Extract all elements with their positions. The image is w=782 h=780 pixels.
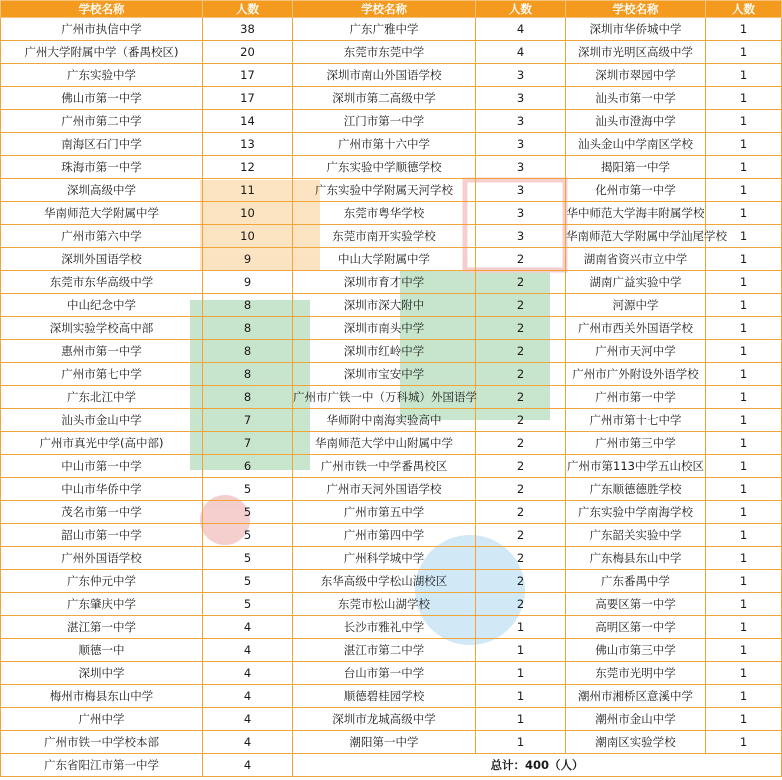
- student-count-cell: 8: [203, 294, 293, 317]
- school-name-cell: 顺德一中: [1, 639, 203, 662]
- table-row: [1, 271, 782, 294]
- school-name-cell: 惠州市第一中学: [1, 340, 203, 363]
- student-count-cell: 10: [203, 225, 293, 248]
- school-name-cell: 广州市真光中学(高中部): [1, 432, 203, 455]
- school-name-cell: 广东实验中学: [1, 64, 203, 87]
- school-name-cell: 深圳实验学校高中部: [1, 317, 203, 340]
- student-count-cell: 3: [476, 64, 566, 87]
- student-count-cell: 1: [706, 248, 782, 271]
- student-count-cell: 1: [706, 409, 782, 432]
- school-name-cell: 广东番禺中学: [566, 570, 706, 593]
- student-count-cell: 17: [203, 87, 293, 110]
- school-name-cell: 广州市第113中学五山校区: [566, 455, 706, 478]
- student-count-cell: 9: [203, 271, 293, 294]
- school-name-cell: 台山市第一中学: [293, 662, 476, 685]
- school-name-cell: 广东实验中学附属天河学校: [293, 179, 476, 202]
- school-name-cell: 广州市第十六中学: [293, 133, 476, 156]
- table-row: [1, 501, 782, 524]
- table-row: [1, 225, 782, 248]
- student-count-cell: 4: [476, 18, 566, 41]
- school-name-cell: 广州市第三中学: [566, 432, 706, 455]
- table-row: [1, 87, 782, 110]
- school-name-cell: 深圳市南头中学: [293, 317, 476, 340]
- student-count-cell: 2: [476, 317, 566, 340]
- table-row: [1, 409, 782, 432]
- student-count-cell: 17: [203, 64, 293, 87]
- table-row: [1, 64, 782, 87]
- table-row: [1, 386, 782, 409]
- student-count-cell: 4: [476, 41, 566, 64]
- student-count-cell: 5: [203, 478, 293, 501]
- school-name-cell: 广州市第一中学: [566, 386, 706, 409]
- student-count-cell: 1: [706, 570, 782, 593]
- school-name-cell: 广州市第十七中学: [566, 409, 706, 432]
- student-count-cell: 1: [706, 317, 782, 340]
- school-name-cell: 东莞市粤华学校: [293, 202, 476, 225]
- school-name-cell: 江门市第一中学: [293, 110, 476, 133]
- school-name-cell: 湛江第一中学: [1, 616, 203, 639]
- student-count-cell: 3: [476, 110, 566, 133]
- header-count-3: 人数: [706, 1, 782, 18]
- student-count-cell: 2: [476, 432, 566, 455]
- school-name-cell: 东华高级中学松山湖校区: [293, 570, 476, 593]
- student-count-cell: 1: [476, 616, 566, 639]
- student-count-cell: 20: [203, 41, 293, 64]
- student-count-cell: 1: [706, 432, 782, 455]
- school-name-cell: 广州市广外附设外语学校: [566, 363, 706, 386]
- school-name-cell: 广东北江中学: [1, 386, 203, 409]
- student-count-cell: 5: [203, 593, 293, 616]
- school-name-cell: 东莞市南开实验学校: [293, 225, 476, 248]
- table-row: [1, 685, 782, 708]
- school-name-cell: 深圳市第二高级中学: [293, 87, 476, 110]
- student-count-cell: 4: [203, 731, 293, 754]
- table-row: [1, 340, 782, 363]
- school-name-cell: 华中师范大学海丰附属学校: [566, 202, 706, 225]
- school-name-cell: 汕头金山中学南区学校: [566, 133, 706, 156]
- school-name-cell: 广州市铁一中学番禺校区: [293, 455, 476, 478]
- student-count-cell: 1: [706, 41, 782, 64]
- school-name-cell: 广州外国语学校: [1, 547, 203, 570]
- school-name-cell: 汕头市第一中学: [566, 87, 706, 110]
- school-name-cell: 珠海市第一中学: [1, 156, 203, 179]
- school-name-cell: 广州市第六中学: [1, 225, 203, 248]
- school-name-cell: 广州市第七中学: [1, 363, 203, 386]
- school-name-cell: 汕头市金山中学: [1, 409, 203, 432]
- student-count-cell: 1: [706, 685, 782, 708]
- table-row: [1, 547, 782, 570]
- student-count-cell: 1: [706, 616, 782, 639]
- student-count-cell: 7: [203, 409, 293, 432]
- school-name-cell: 广州市第四中学: [293, 524, 476, 547]
- student-count-cell: 1: [706, 87, 782, 110]
- student-count-cell: 38: [203, 18, 293, 41]
- table-row: [1, 432, 782, 455]
- student-count-cell: 8: [203, 386, 293, 409]
- school-name-cell: 华南师范大学中山附属中学: [293, 432, 476, 455]
- student-count-cell: 2: [476, 524, 566, 547]
- student-count-cell: 2: [476, 363, 566, 386]
- school-name-cell: 深圳外国语学校: [1, 248, 203, 271]
- table-row: [1, 18, 782, 41]
- student-count-cell: 2: [476, 570, 566, 593]
- student-count-cell: 1: [706, 639, 782, 662]
- school-name-cell: 中山市第一中学: [1, 455, 203, 478]
- school-name-cell: 汕头市澄海中学: [566, 110, 706, 133]
- table-row: [1, 708, 782, 731]
- student-count-cell: 1: [706, 662, 782, 685]
- table-row: [1, 593, 782, 616]
- student-count-cell: 7: [203, 432, 293, 455]
- student-count-cell: 2: [476, 409, 566, 432]
- school-name-cell: 广州市铁一中学校本部: [1, 731, 203, 754]
- school-name-cell: 潮阳第一中学: [293, 731, 476, 754]
- student-count-cell: 5: [203, 524, 293, 547]
- table-row: [1, 478, 782, 501]
- school-name-cell: 河源中学: [566, 294, 706, 317]
- school-name-cell: 广州中学: [1, 708, 203, 731]
- school-name-cell: 广东实验中学南海学校: [566, 501, 706, 524]
- table-row: [1, 524, 782, 547]
- school-name-cell: 广州市天河外国语学校: [293, 478, 476, 501]
- school-name-cell: 湛江市第二中学: [293, 639, 476, 662]
- table-row: [1, 41, 782, 64]
- student-count-cell: 1: [476, 662, 566, 685]
- school-name-cell: 东莞市东莞中学: [293, 41, 476, 64]
- student-count-cell: 4: [203, 639, 293, 662]
- student-count-cell: 2: [476, 271, 566, 294]
- school-name-cell: 广州市西关外国语学校: [566, 317, 706, 340]
- school-name-cell: 韶山市第一中学: [1, 524, 203, 547]
- school-name-cell: 长沙市雅礼中学: [293, 616, 476, 639]
- student-count-cell: 1: [706, 225, 782, 248]
- table-row: [1, 317, 782, 340]
- school-name-cell: 广东顺德德胜学校: [566, 478, 706, 501]
- student-count-cell: 2: [476, 501, 566, 524]
- header-school-3: 学校名称: [566, 1, 706, 18]
- school-name-cell: 华师附中南海实验高中: [293, 409, 476, 432]
- student-count-cell: 4: [203, 662, 293, 685]
- student-count-cell: 3: [476, 179, 566, 202]
- student-count-cell: 4: [203, 616, 293, 639]
- school-name-cell: 深圳市南山外国语学校: [293, 64, 476, 87]
- school-name-cell: 东莞市光明中学: [566, 662, 706, 685]
- header-school-2: 学校名称: [293, 1, 476, 18]
- student-count-cell: 1: [706, 110, 782, 133]
- school-name-cell: 广州市天河中学: [566, 340, 706, 363]
- school-name-cell: 深圳市翠园中学: [566, 64, 706, 87]
- student-count-cell: 1: [706, 202, 782, 225]
- school-name-cell: 高明区第一中学: [566, 616, 706, 639]
- school-name-cell: 揭阳第一中学: [566, 156, 706, 179]
- school-name-cell: 化州市第一中学: [566, 179, 706, 202]
- student-count-cell: 2: [476, 478, 566, 501]
- school-name-cell: 深圳市深大附中: [293, 294, 476, 317]
- school-name-cell: 佛山市第一中学: [1, 87, 203, 110]
- school-name-cell: 深圳市龙城高级中学: [293, 708, 476, 731]
- student-count-cell: 4: [203, 708, 293, 731]
- student-count-cell: 3: [476, 87, 566, 110]
- table-row: [1, 754, 782, 777]
- student-count-cell: 1: [706, 547, 782, 570]
- table-row: [1, 455, 782, 478]
- table-row: [1, 110, 782, 133]
- student-count-cell: 9: [203, 248, 293, 271]
- school-name-cell: 广州市广铁一中（万科城）外国语学: [293, 386, 476, 409]
- student-count-cell: 1: [706, 179, 782, 202]
- student-count-cell: 2: [476, 547, 566, 570]
- student-count-cell: 1: [706, 455, 782, 478]
- student-count-cell: 1: [706, 501, 782, 524]
- table-header-row: [1, 1, 782, 18]
- header-count-1: 人数: [203, 1, 293, 18]
- table-row: [1, 179, 782, 202]
- student-count-cell: 1: [706, 708, 782, 731]
- school-name-cell: 广东梅县东山中学: [566, 547, 706, 570]
- school-name-cell: 东莞市东华高级中学: [1, 271, 203, 294]
- school-name-cell: 广东省阳江市第一中学: [1, 754, 203, 777]
- table-row: [1, 731, 782, 754]
- student-count-cell: 14: [203, 110, 293, 133]
- school-name-cell: 潮南区实验学校: [566, 731, 706, 754]
- school-name-cell: 广东韶关实验中学: [566, 524, 706, 547]
- table-row: [1, 248, 782, 271]
- header-school-1: 学校名称: [1, 1, 203, 18]
- school-name-cell: 深圳高级中学: [1, 179, 203, 202]
- school-name-cell: 潮州市湘桥区意溪中学: [566, 685, 706, 708]
- student-count-cell: 1: [476, 731, 566, 754]
- student-count-cell: 3: [476, 225, 566, 248]
- student-count-cell: 1: [706, 593, 782, 616]
- table-row: [1, 202, 782, 225]
- student-count-cell: 2: [476, 455, 566, 478]
- school-name-cell: 广州科学城中学: [293, 547, 476, 570]
- school-name-cell: 中山市华侨中学: [1, 478, 203, 501]
- school-name-cell: 东莞市松山湖学校: [293, 593, 476, 616]
- school-name-cell: 广东广雅中学: [293, 18, 476, 41]
- school-name-cell: 广州市第五中学: [293, 501, 476, 524]
- student-count-cell: 8: [203, 317, 293, 340]
- student-count-cell: 3: [476, 156, 566, 179]
- student-count-cell: 11: [203, 179, 293, 202]
- table-row: [1, 570, 782, 593]
- student-count-cell: 1: [706, 731, 782, 754]
- school-name-cell: 茂名市第一中学: [1, 501, 203, 524]
- school-name-cell: 中山纪念中学: [1, 294, 203, 317]
- school-name-cell: 深圳中学: [1, 662, 203, 685]
- student-count-cell: 1: [706, 156, 782, 179]
- school-name-cell: 广州市执信中学: [1, 18, 203, 41]
- school-name-cell: 广东仲元中学: [1, 570, 203, 593]
- total-summary: 总计：400（人）: [293, 754, 782, 777]
- school-name-cell: 广东肇庆中学: [1, 593, 203, 616]
- header-count-2: 人数: [476, 1, 566, 18]
- school-name-cell: 湖南广益实验中学: [566, 271, 706, 294]
- student-count-cell: 6: [203, 455, 293, 478]
- student-count-cell: 1: [706, 524, 782, 547]
- school-name-cell: 华南师范大学附属中学: [1, 202, 203, 225]
- student-count-cell: 8: [203, 340, 293, 363]
- student-count-cell: 4: [203, 685, 293, 708]
- table-row: [1, 662, 782, 685]
- student-count-cell: 1: [476, 685, 566, 708]
- school-name-cell: 顺德碧桂园学校: [293, 685, 476, 708]
- student-count-cell: 1: [706, 386, 782, 409]
- school-name-cell: 南海区石门中学: [1, 133, 203, 156]
- school-name-cell: 湖南省资兴市立中学: [566, 248, 706, 271]
- school-name-cell: 广州大学附属中学（番禺校区): [1, 41, 203, 64]
- school-name-cell: 广州市第二中学: [1, 110, 203, 133]
- student-count-cell: 12: [203, 156, 293, 179]
- student-count-cell: 10: [203, 202, 293, 225]
- student-count-cell: 3: [476, 133, 566, 156]
- student-count-cell: 1: [706, 271, 782, 294]
- table-row: [1, 133, 782, 156]
- school-name-cell: 深圳市光明区高级中学: [566, 41, 706, 64]
- student-count-cell: 2: [476, 248, 566, 271]
- school-name-cell: 潮州市金山中学: [566, 708, 706, 731]
- school-name-cell: 深圳市育才中学: [293, 271, 476, 294]
- school-name-cell: 梅州市梅县东山中学: [1, 685, 203, 708]
- table-row: [1, 363, 782, 386]
- school-name-cell: 佛山市第三中学: [566, 639, 706, 662]
- school-name-cell: 深圳市红岭中学: [293, 340, 476, 363]
- student-count-cell: 3: [476, 202, 566, 225]
- table-row: [1, 616, 782, 639]
- student-count-cell: 5: [203, 547, 293, 570]
- student-count-cell: 1: [706, 363, 782, 386]
- student-count-cell: 1: [476, 639, 566, 662]
- table-row: [1, 294, 782, 317]
- student-count-cell: 2: [476, 593, 566, 616]
- student-count-cell: 1: [476, 708, 566, 731]
- school-name-cell: 华南师范大学附属中学汕尾学校: [566, 225, 706, 248]
- table-row: [1, 156, 782, 179]
- student-count-cell: 5: [203, 570, 293, 593]
- student-count-cell: 13: [203, 133, 293, 156]
- school-name-cell: 高要区第一中学: [566, 593, 706, 616]
- student-count-cell: 5: [203, 501, 293, 524]
- school-name-cell: 中山大学附属中学: [293, 248, 476, 271]
- student-count-cell: 2: [476, 294, 566, 317]
- table-row: [1, 639, 782, 662]
- student-count-cell: 1: [706, 64, 782, 87]
- school-name-cell: 深圳市华侨城中学: [566, 18, 706, 41]
- student-count-cell: 1: [706, 18, 782, 41]
- school-name-cell: 广东实验中学顺德学校: [293, 156, 476, 179]
- student-count-cell: 8: [203, 363, 293, 386]
- student-count-cell: 1: [706, 133, 782, 156]
- student-count-cell: 1: [706, 340, 782, 363]
- school-name-cell: 深圳市宝安中学: [293, 363, 476, 386]
- student-count-cell: 1: [706, 478, 782, 501]
- student-count-cell: 2: [476, 386, 566, 409]
- student-count-cell: 4: [203, 754, 293, 777]
- student-count-cell: 1: [706, 294, 782, 317]
- student-count-cell: 2: [476, 340, 566, 363]
